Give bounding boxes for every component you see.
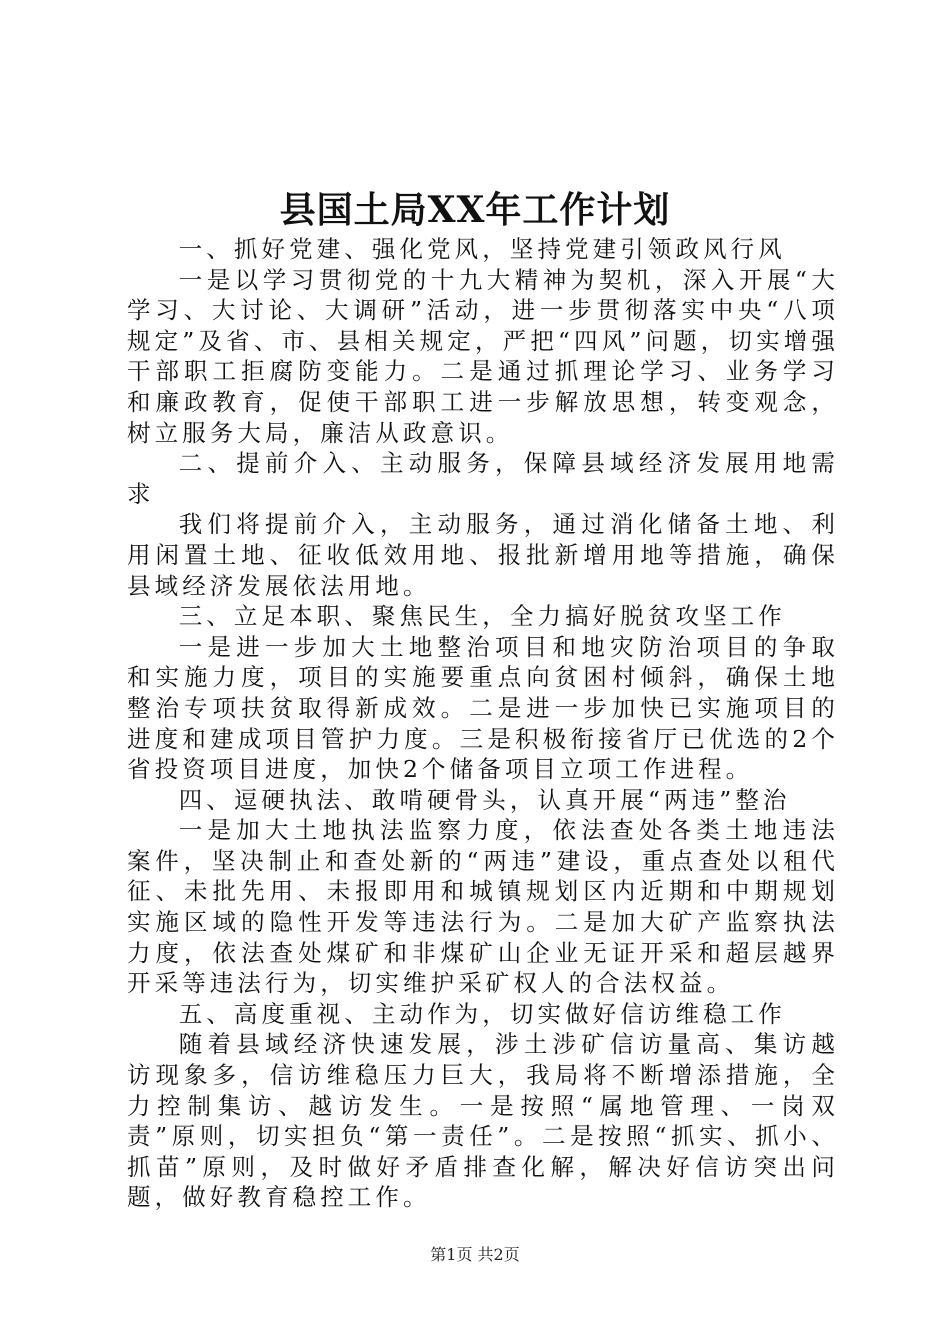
section-heading-1: 一、抓好党建、强化党风，坚持党建引领政风行风 <box>178 235 786 263</box>
document-body <box>127 234 839 1213</box>
section-heading-5: 五、高度重视、主动作为，切实做好信访维稳工作 <box>178 999 786 1028</box>
section-paragraph-5: 随着县域经济快速发展，涉土涉矿信访量高、集访越访现象多，信访维稳压力巨大，我局将不断增添措施，全力控制集访、越访发生。一是按照“属地管理、一岗双责”原则，切实担负“第一责任”。二是按照“抓实、抓小、抓苗”原则，及时做好矛盾排查化解，解决好信访突出问题，做好教育稳控工作。 <box>127 1030 839 1212</box>
section-paragraph-2: 我们将提前介入，主动服务，通过消化储备土地、利用闲置土地、征收低效用地、报批新增用地等措施，确保县域经济发展依法用地。 <box>127 510 839 600</box>
section-paragraph-4: 一是加大土地执法监察力度，依法查处各类土地违法案件，坚决制止和查处新的“两违”建设，重点查处以租代征、未批先用、未报即用和城镇规划区内近期和中期规划实施区域的隐性开发等违法行为。二是加大矿产监察执法力度，依法查处煤矿和非煤矿山企业无证开采和超层越界开采等违法行为，切实维护采矿权人的合法权益。 <box>127 816 839 998</box>
section-paragraph-1: 一是以学习贯彻党的十九大精神为契机，深入开展“大学习、大讨论、大调研”活动，进一步贯彻落实中央“八项规定”及省、市、县相关规定，严把“四风”问题，切实增强干部职工拒腐防变能力。二是通过抓理论学习、业务学习和廉政教育，促使干部职工进一步解放思想，转变观念，树立服务大局，廉洁从政意识。 <box>127 265 839 447</box>
section-heading-2: 二、提前介入、主动服务，保障县域经济发展用地需求 <box>127 449 839 508</box>
document-title: 县国土局XX年工作计划 <box>279 189 671 231</box>
section-paragraph-3: 一是进一步加大土地整治项目和地灾防治项目的争取和实施力度，项目的实施要重点向贫困村倾斜，确保土地整治专项扶贫取得新成效。二是进一步加快已实施项目的进度和建成项目管护力度。三是积极衔接省厅已优选的2个省投资项目进度，加快2个储备项目立项工作进程。 <box>127 632 839 784</box>
section-heading-4: 四、逗硬执法、敢啃硬骨头，认真开展“两违”整治 <box>178 785 791 814</box>
page-footer: 第1页 共2页 <box>430 1245 520 1264</box>
section-heading-3: 三、立足本职、聚焦民生，全力搞好脱贫攻坚工作 <box>178 602 786 631</box>
